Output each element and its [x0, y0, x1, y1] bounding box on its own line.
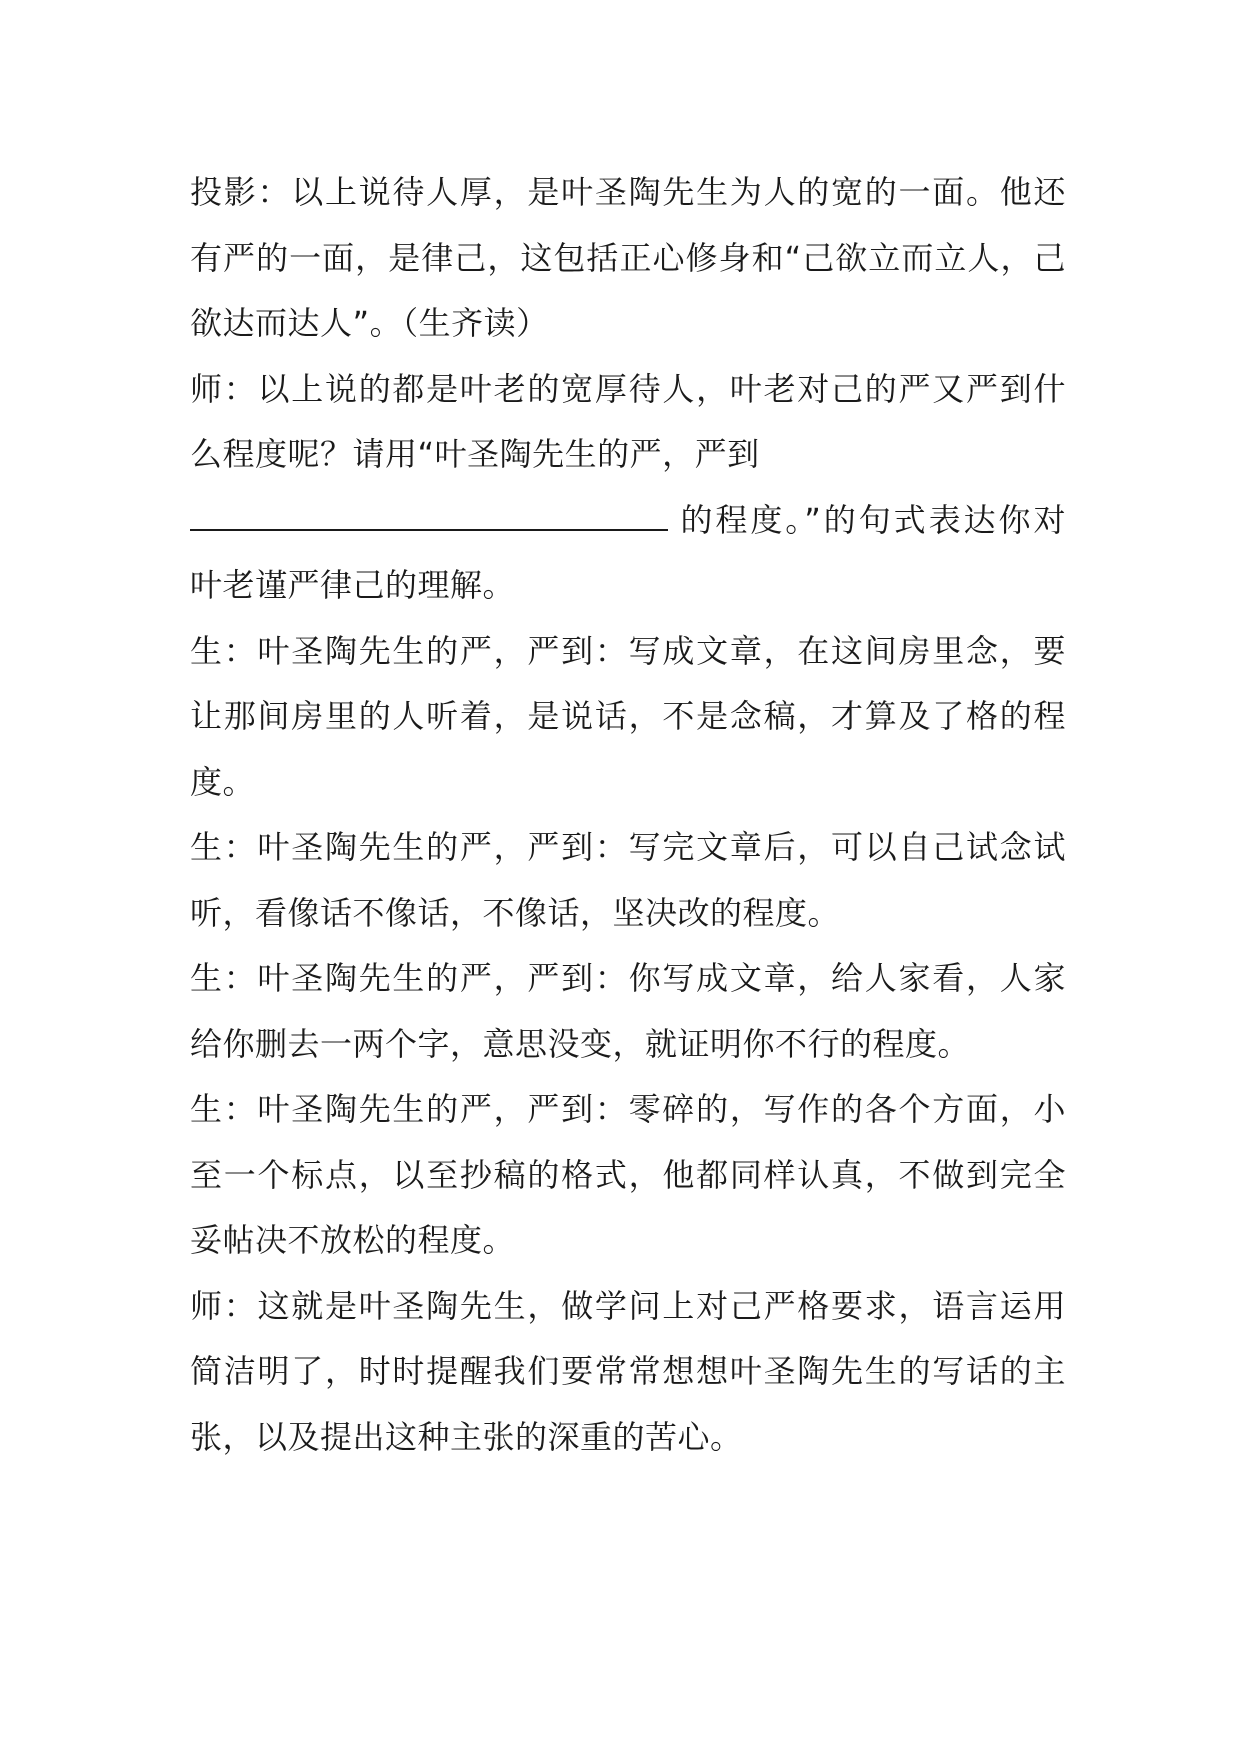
- paragraph-teacher-question: [190, 357, 1066, 619]
- document-body: [190, 160, 1066, 1470]
- paragraph-text: 师：以上说的都是叶老的宽厚待人，叶老对己的严又严到什么程度呢？请用“叶圣陶先生的严，严到: [190, 369, 1066, 473]
- paragraph-teacher-summary: [190, 1274, 1066, 1471]
- paragraph-text-continued: 的程度。”的句式表达你对叶老谨严律己的理解。: [190, 500, 1066, 604]
- paragraph-text: 生：叶圣陶先生的严，严到：零碎的，写作的各个方面，小至一个标点，以至抄稿的格式，他都同样认真，不做到完全妥帖决不放松的程度。: [190, 1090, 1066, 1259]
- paragraph-projection: [190, 160, 1066, 357]
- paragraph-student-answer-2: [190, 815, 1066, 946]
- paragraph-text: 师：这就是叶圣陶先生，做学问上对己严格要求，语言运用简洁明了，时时提醒我们要常常想想叶圣陶先生的写话的主张，以及提出这种主张的深重的苦心。: [190, 1286, 1066, 1456]
- paragraph-text: 生：叶圣陶先生的严，严到：写成文章，在这间房里念，要让那间房里的人听着，是说话，不是念稿，才算及了格的程度。: [190, 631, 1066, 801]
- paragraph-text: 生：叶圣陶先生的严，严到：你写成文章，给人家看，人家给你删去一两个字，意思没变，就证明你不行的程度。: [190, 959, 1066, 1063]
- paragraph-student-answer-1: [190, 619, 1066, 816]
- fill-in-blank-line: [190, 489, 668, 531]
- paragraph-text: 生：叶圣陶先生的严，严到：写完文章后，可以自己试念试听，看像话不像话，不像话，坚决改的程度。: [190, 828, 1066, 932]
- paragraph-text: 投影：以上说待人厚，是叶圣陶先生为人的宽的一面。他还有严的一面，是律己，这包括正心修身和“己欲立而立人，己欲达而达人”。（生齐读）: [190, 173, 1066, 342]
- paragraph-student-answer-3: [190, 946, 1066, 1077]
- paragraph-student-answer-4: [190, 1077, 1066, 1274]
